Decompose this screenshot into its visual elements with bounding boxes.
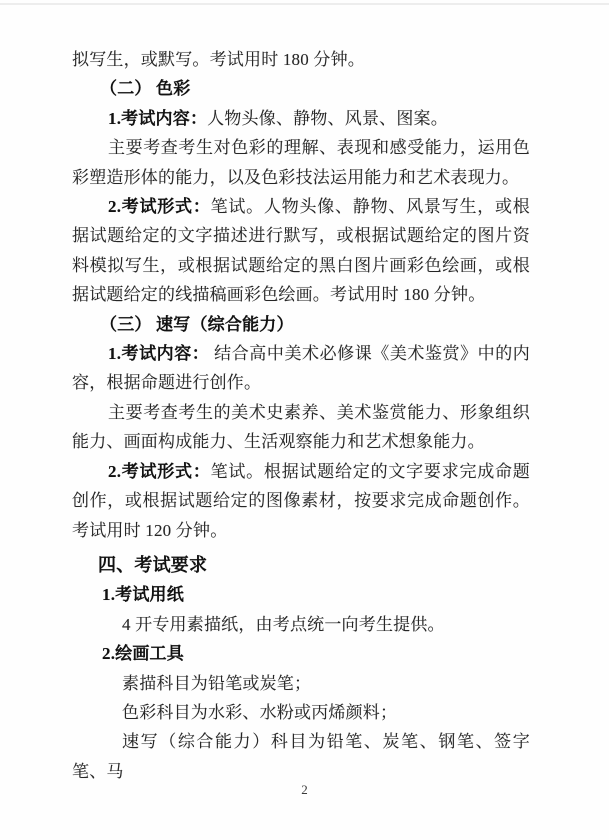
paragraph-sketch-purpose: 主要考查考生的美术史素养、美术鉴赏能力、形象组织能力、画面构成能力、生活观察能力和艺术想象能力。: [72, 402, 530, 452]
page-number: 2: [301, 782, 308, 797]
paragraph-sketch-format: [72, 457, 530, 545]
paragraph-continuation: 拟写生，或默写。考试用时 180 分钟。: [72, 50, 365, 69]
chapter-heading-requirements: 四、考试要求: [98, 554, 208, 575]
section-heading-color: （二） 色彩: [100, 79, 191, 99]
paragraph-text: 人物头像、静物、风景、图案。: [207, 108, 448, 128]
document-content: [72, 45, 530, 786]
paragraph-text: 笔试。根据试题给定的文字要求完成命题创作，或根据试题给定的图像素材，按要求完成命题创作。考试用时 120 分钟。: [72, 461, 530, 540]
paragraph-label: 1.考试内容：: [108, 344, 210, 364]
paragraph-color-content: [72, 104, 530, 133]
paragraph-color-format: [72, 192, 530, 310]
paragraph-label: 2.考试形式：: [108, 197, 211, 217]
paragraph-tool-color: 色彩科目为水彩、水粉或丙烯颜料；: [122, 702, 398, 722]
section-heading-sketch: （三） 速写（综合能力）: [100, 314, 294, 334]
paragraph-exam-paper: 4 开专用素描纸，由考点统一向考生提供。: [122, 614, 445, 634]
subheading-exam-paper: 1.考试用纸: [102, 585, 184, 605]
paragraph-text: 结合高中美术必修课《美术鉴赏》中的内容，根据命题进行创作。: [72, 344, 530, 393]
subheading-drawing-tools: 2.绘画工具: [102, 644, 184, 664]
paragraph-label: 1.考试内容：: [108, 108, 208, 128]
paragraph-color-purpose: 主要考查考生对色彩的理解、表现和感受能力，运用色彩塑造形体的能力，以及色彩技法运用能力和艺术表现力。: [72, 138, 530, 187]
paragraph-label: 2.考试形式：: [108, 461, 211, 481]
paragraph-tool-quicksketch: 速写（综合能力）科目为铅笔、炭笔、钢笔、签字笔、马: [72, 732, 530, 781]
paragraph-tool-sketch: 素描科目为铅笔或炭笔；: [122, 673, 312, 693]
scan-edge: [0, 3, 609, 5]
paragraph-text: 笔试。人物头像、静物、风景写生，或根据试题给定的文字描述进行默写，或根据试题给定的图片资料模拟写生，或根据试题给定的黑白图片画彩色绘画，或根据试题给定的线描稿画彩色绘画。考试用时 180 分钟。: [72, 197, 530, 305]
paragraph-sketch-content: [72, 339, 530, 398]
